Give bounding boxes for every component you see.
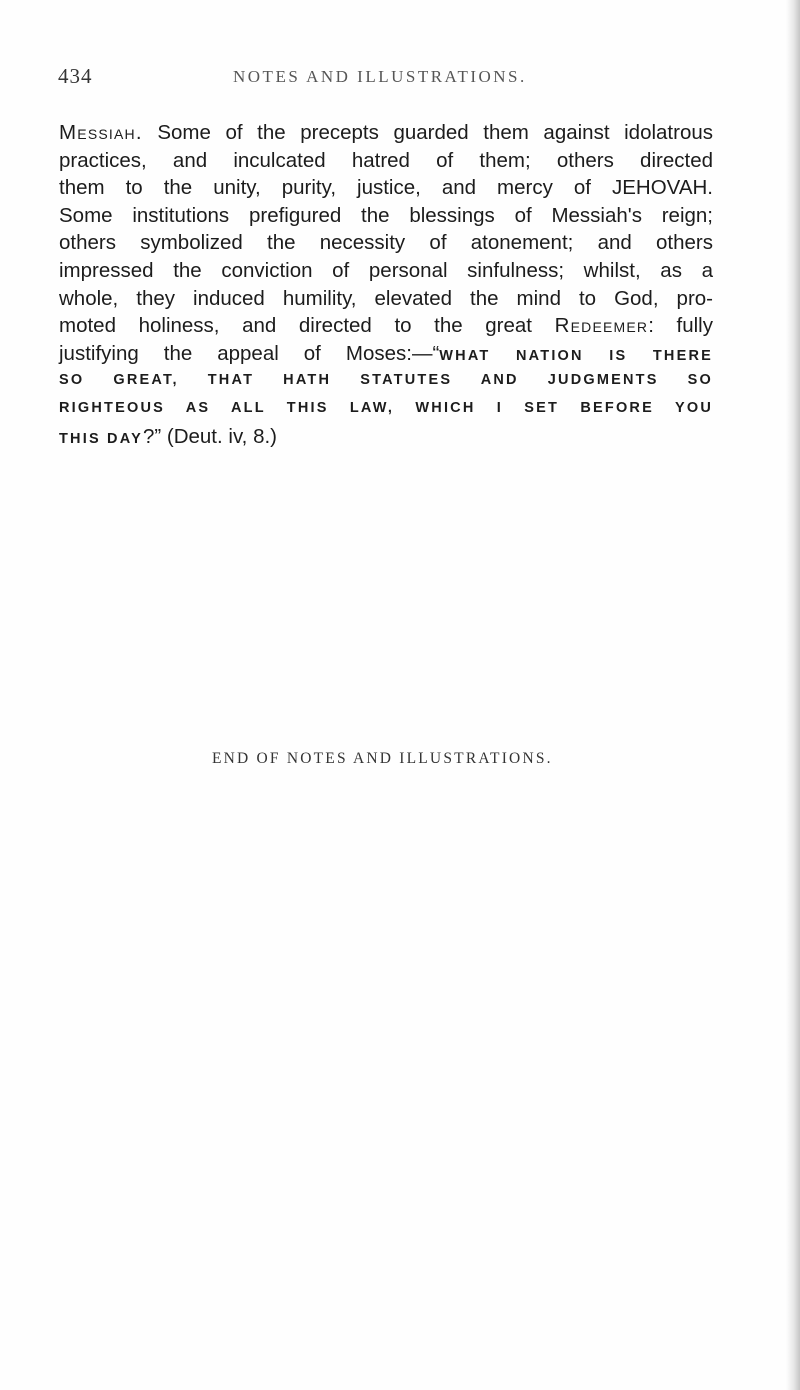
line-text: Some of the precepts guarded them against idolatrous: [142, 121, 713, 144]
line-text: them to the unity, purity, justice, and mercy of JEHOVAH.: [59, 176, 713, 200]
end-note: END OF NOTES AND ILLUSTRATIONS.: [212, 750, 553, 767]
small-caps-word: Redeemer: [554, 314, 649, 338]
line-text: SO GREAT, THAT HATH STATUTES AND JUDGMENTS SO: [59, 372, 713, 389]
line-text: others symbolized the necessity of atonement; and others: [59, 231, 713, 255]
text-line: [59, 285, 713, 313]
quotation-line: [59, 395, 713, 423]
page-number: 434: [58, 64, 93, 88]
text-line: [59, 340, 713, 368]
quotation-caps: WHAT NATION IS THERE: [439, 347, 713, 364]
text-line: [59, 147, 713, 175]
text-line: [59, 257, 713, 285]
text-line: [59, 119, 713, 147]
line-text: ?” (Deut. iv, 8.): [142, 424, 277, 448]
line-text: impressed the conviction of personal sinfulness; whilst, as a: [59, 258, 713, 282]
running-title: NOTES AND ILLUSTRATIONS.: [233, 67, 527, 86]
line-text: practices, and inculcated hatred of them; others directed: [59, 148, 713, 172]
page-edge-shadow: [786, 0, 800, 1390]
line-text: RIGHTEOUS AS ALL THIS LAW, WHICH I SET BEFORE YOU: [59, 399, 713, 416]
text-line: [59, 174, 713, 202]
line-text: justifying the appeal of Moses:—“: [59, 341, 440, 365]
text-line: [59, 229, 713, 257]
line-tail: : fully: [648, 314, 713, 338]
running-head: [58, 64, 718, 94]
quotation-caps: THIS DAY: [59, 430, 143, 447]
line-text: Some institutions prefigured the blessings of Messiah's reign;: [59, 203, 713, 227]
body-paragraph: [59, 119, 713, 450]
line-text: whole, they induced humility, elevated the mind to God, pro-: [59, 286, 713, 310]
text-line: [59, 423, 713, 451]
quotation-line: [59, 367, 713, 395]
line-text: moted holiness, and directed to the great: [59, 314, 555, 338]
text-line: [59, 312, 713, 340]
lead-word: Messiah.: [59, 121, 143, 144]
text-line: [59, 202, 713, 230]
